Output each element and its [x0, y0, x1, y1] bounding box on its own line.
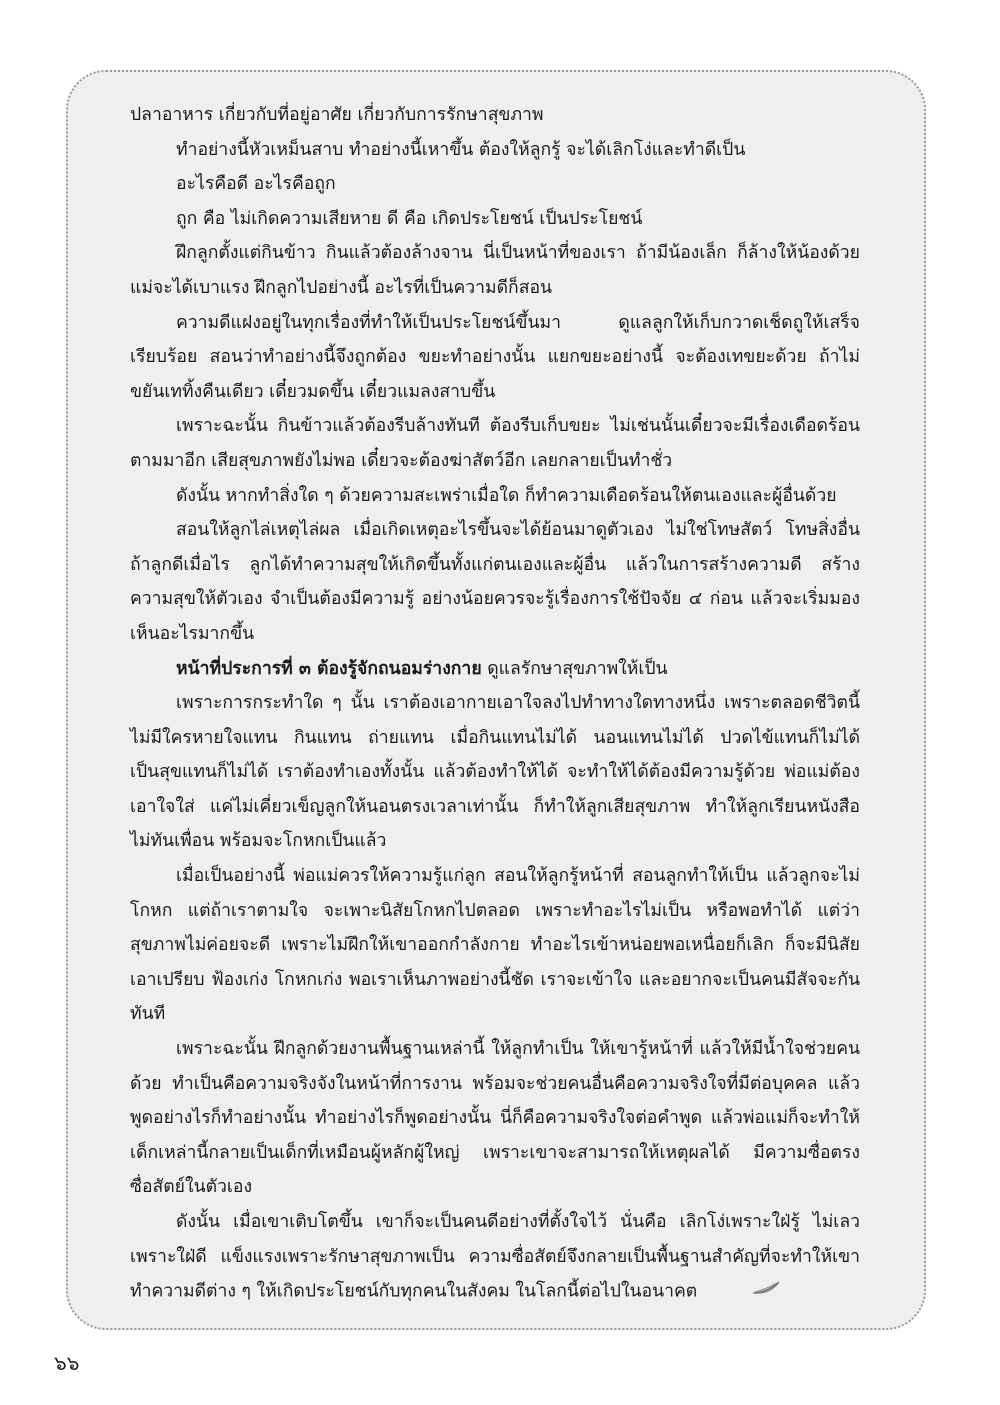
paragraph: อะไรคือดี อะไรคือถูก: [176, 174, 336, 195]
paragraph: เมื่อเป็นอย่างนี้ พ่อแม่ควรให้ความรู้แก่ลูก สอนให้ลูกรู้หน้าที่ สอนลูกทำให้เป็น แล้วลูกจะไม่โกหก แต่ถ้าเราตามใจ จะเพาะนิสัยโกหกไปตลอด เพราะทำอะไรไม่เป็น หรือพอทำได้ แต่ว่าสุขภาพไม่ค่อยจะดี เพราะไม่ฝึกให้เขาออกกำลังกาย ทำอะไรเข้าหน่อยพอเหนื่อยก็เลิก ก็จะมีนิสัยเอาเปรียบ ฟ้องเก่ง โกหกเก่ง พอเราเห็นภาพอย่างนี้ชัด เราจะเข้าใจ และอยากจะเป็นคนมีสัจจะกันทันที: [130, 866, 860, 1025]
paragraph: ปลาอาหาร เกี่ยวกับที่อยู่อาศัย เกี่ยวกับการรักษาสุขภาพ: [130, 105, 544, 125]
page-number: ๖๖: [54, 1351, 80, 1375]
paragraph: ดังนั้น เมื่อเขาเติบโตขึ้น เขาก็จะเป็นคนดีอย่างที่ตั้งใจไว้ นั่นคือ เลิกโง่เพราะใฝ่รู้ ไม่เลวเพราะใฝ่ดี แข็งแรงเพราะรักษาสุขภาพเป็น ความซื่อสัตย์จึงกลายเป็นพื้นฐานสำคัญที่จะทำให้เขาทำความดีต่าง ๆ ให้เกิดประโยชน์กับทุกคนในสังคม ในโลกนี้ต่อไปในอนาคต: [130, 1205, 860, 1309]
section-heading-paragraph: หน้าที่ประการที่ ๓ ต้องรู้จักถนอมร่างกาย ดูแลรักษาสุขภาพให้เป็น: [176, 658, 668, 679]
paragraph: เพราะฉะนั้น ฝึกลูกด้วยงานพื้นฐานเหล่านี้ ให้ลูกทำเป็น ให้เขารู้หน้าที่ แล้วให้มีน้ำใจช่วยคนด้วย ทำเป็นคือความจริงจังในหน้าที่การงาน พร้อมจะช่วยคนอื่นคือความจริงใจที่มีต่อบุคคล แล้วพูดอย่างไรก็ทำอย่างนั้น ทำอย่างไรก็พูดอย่างนั้น นี่ก็คือความจริงใจต่อคำพูด แล้วพ่อแม่ก็จะทำให้เด็กเหล่านี้กลายเป็นเด็กที่เหมือนผู้หลักผู้ใหญ่ เพราะเขาจะสามารถให้เหตุผลได้ มีความซื่อตรง ซื่อสัตย์ในตัวเอง: [130, 1039, 860, 1198]
section-heading: หน้าที่ประการที่ ๓ ต้องรู้จักถนอมร่างกาย: [176, 658, 482, 679]
body-text: [130, 98, 860, 1309]
paragraph: ทำอย่างนี้หัวเหม็นสาบ ทำอย่างนี้เหาขึ้น ต้องให้ลูกรู้ จะได้เลิกโง่และทำดีเป็น: [176, 139, 746, 160]
paragraph: เพราะฉะนั้น กินข้าวแล้วต้องรีบล้างทันที ต้องรีบเก็บขยะ ไม่เช่นนั้นเดี๋ยวจะมีเรื่องเดือดร้อนตามมาอีก เสียสุขภาพยังไม่พอ เดี๋ยวจะต้องฆ่าสัตว์อีก เลยกลายเป็นทำชั่ว: [130, 416, 860, 471]
paragraph: ดังนั้น หากทำสิ่งใด ๆ ด้วยความสะเพร่าเมื่อใด ก็ทำความเดือดร้อนให้ตนเองและผู้อื่นด้วย: [176, 485, 837, 506]
paragraph: ถูก คือ ไม่เกิดความเสียหาย ดี คือ เกิดประโยชน์ เป็นประโยชน์: [176, 208, 643, 229]
paragraph: ฝึกลูกตั้งแต่กินข้าว กินแล้วต้องล้างจาน นี่เป็นหน้าที่ของเรา ถ้ามีน้องเล็ก ก็ล้างให้น้องด้วย แม่จะได้เบาแรง ฝึกลูกไปอย่างนี้ อะไรที่เป็นความดีก็สอน: [130, 243, 860, 298]
paragraph: สอนให้ลูกไล่เหตุไล่ผล เมื่อเกิดเหตุอะไรขึ้นจะได้ย้อนมาดูตัวเอง ไม่ใช่โทษสัตว์ โทษสิ่งอื่น ถ้าลูกดีเมื่อไร ลูกได้ทำความสุขให้เกิดขึ้นทั้งแก่ตนเองและผู้อื่น แล้วในการสร้างความดี สร้างความสุขให้ตัวเอง จำเป็นต้องมีความรู้ อย่างน้อยควรจะรู้เรื่องการใช้ปัจจัย ๔ ก่อน แล้วจะเริ่มมองเห็นอะไรมากขึ้น: [130, 520, 860, 644]
paragraph: เพราะการกระทำใด ๆ นั้น เราต้องเอากายเอาใจลงไปทำทางใดทางหนึ่ง เพราะตลอดชีวิตนี้ไม่มีใครหายใจแทน กินแทน ถ่ายแทน เมื่อกินแทนไม่ได้ นอนแทนไม่ได้ ปวดไข้แทนก็ไม่ได้ เป็นสุขแทนก็ไม่ได้ เราต้องทำเองทั้งนั้น แล้วต้องทำให้ได้ จะทำให้ได้ต้องมีความรู้ด้วย พ่อแม่ต้องเอาใจใส่ แค่ไม่เคี่ยวเข็ญลูกให้นอนตรงเวลาเท่านั้น ก็ทำให้ลูกเสียสุขภาพ ทำให้ลูกเรียนหนังสือไม่ทันเพื่อน พร้อมจะโกหกเป็นแล้ว: [130, 693, 860, 852]
paragraph: ความดีแฝงอยู่ในทุกเรื่องที่ทำให้เป็นประโยชน์ขึ้นมา ดูแลลูกให้เก็บกวาดเช็ดถูให้เสร็จเรียบร้อย สอนว่าทำอย่างนี้จึงถูกต้อง ขยะทำอย่างนั้น แยกขยะอย่างนี้ จะต้องเทขยะด้วย ถ้าไม่ขยันเททิ้งคืนเดียว เดี๋ยวมดขึ้น เดี๋ยวแมลงสาบขึ้น: [130, 312, 860, 402]
leaf-icon: [705, 1274, 781, 1309]
